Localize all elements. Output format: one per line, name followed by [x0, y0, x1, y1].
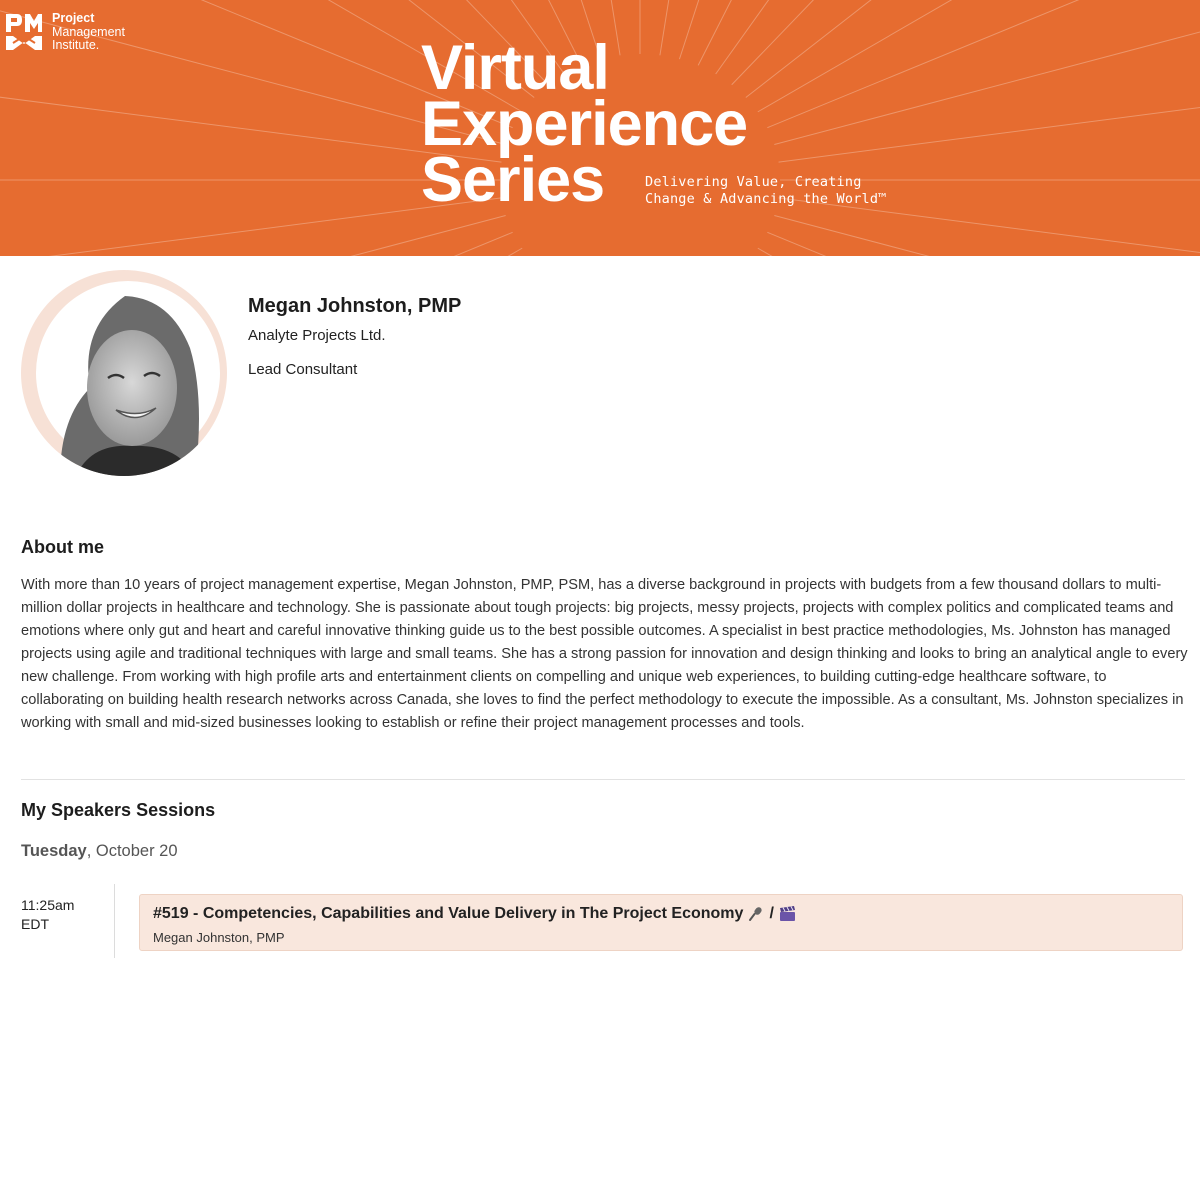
pmi-logo[interactable]: [4, 12, 125, 53]
session-speaker[interactable]: Megan Johnston, PMP: [153, 930, 285, 945]
sunburst-ray: [758, 248, 1200, 256]
event-banner: [0, 0, 1200, 256]
speaker-name: Megan Johnston, PMP: [248, 295, 462, 317]
sunburst-ray: [746, 0, 1200, 97]
session-day-date: , October 20: [86, 842, 178, 860]
speaker-avatar: [20, 268, 228, 478]
session-icon-separator: /: [769, 905, 774, 922]
logo-line-2: Management: [52, 24, 125, 39]
logo-line-3: Institute.: [52, 38, 100, 52]
timeline-line: [114, 884, 115, 958]
event-title-line-1: Virtual: [421, 33, 609, 103]
sunburst-ray: [774, 215, 1200, 256]
sunburst-ray: [779, 65, 1200, 162]
about-heading: About me: [21, 537, 104, 557]
clapperboard-icon: [779, 906, 796, 922]
about-text: With more than 10 years of project management expertise, Megan Johnston, PMP, PSM, has a diverse background in projects with budgets from a few thousand dollars to multi-million dollar projects in healthcare and technology. She is passionate about tough projects: big projects, messy projects, projects with complex politics and complicated teams and emotions where only gut and heart and careful innovative thinking guide us to the best possible outcomes. A specialist in best practice methodologies, Ms. Johnston has managed projects using agile and traditional techniques with large and small teams. She has a strong passion for innovation and design thinking and looks to bring an analytical angle to every new challenge. From working with high profile arts and entertainment clients on compelling and unique web experiences, to building cutting-edge healthcare software, to collaborating on building health research networks across Canada, she loves to find the perfect methodology to execute the impossible. As a consultant, Ms. Johnston specializes in working with small and mid-sized businesses looking to establish or refine their project management processes and tools.: [21, 577, 1188, 731]
sessions-heading: My Speakers Sessions: [21, 800, 216, 820]
session-time: [21, 896, 74, 934]
sunburst-ray: [732, 0, 1200, 85]
event-title-line-2: Experience: [421, 89, 748, 159]
sunburst-ray: [0, 248, 522, 256]
sunburst-ray: [767, 0, 1200, 128]
tagline-line-2: Change & Advancing the World™: [645, 191, 887, 207]
tagline-line-1: Delivering Value, Creating: [645, 174, 862, 190]
section-divider: [21, 779, 1185, 780]
session-title[interactable]: #519 - Competencies, Capabilities and Value Delivery in The Project Economy: [153, 905, 744, 922]
event-title-line-3: Series: [421, 145, 605, 215]
logo-line-1: Project: [52, 11, 95, 25]
session-timezone: EDT: [21, 916, 49, 932]
session-day: [21, 842, 178, 861]
session-time-start: 11:25am: [21, 897, 75, 913]
pmi-logo-icon: [4, 12, 44, 52]
session-card[interactable]: [139, 894, 1183, 951]
session-day-name: Tuesday: [21, 842, 87, 860]
session-title-row[interactable]: [153, 905, 796, 923]
sunburst-ray: [774, 0, 1200, 145]
event-tagline: [645, 174, 887, 208]
pmi-logo-text: [52, 12, 125, 53]
sunburst-ray: [758, 0, 1200, 112]
microphone-icon: [748, 906, 764, 922]
sunburst-ray: [0, 215, 506, 256]
speaker-company: Analyte Projects Ltd.: [248, 327, 386, 344]
speaker-job-title: Lead Consultant: [248, 361, 358, 378]
